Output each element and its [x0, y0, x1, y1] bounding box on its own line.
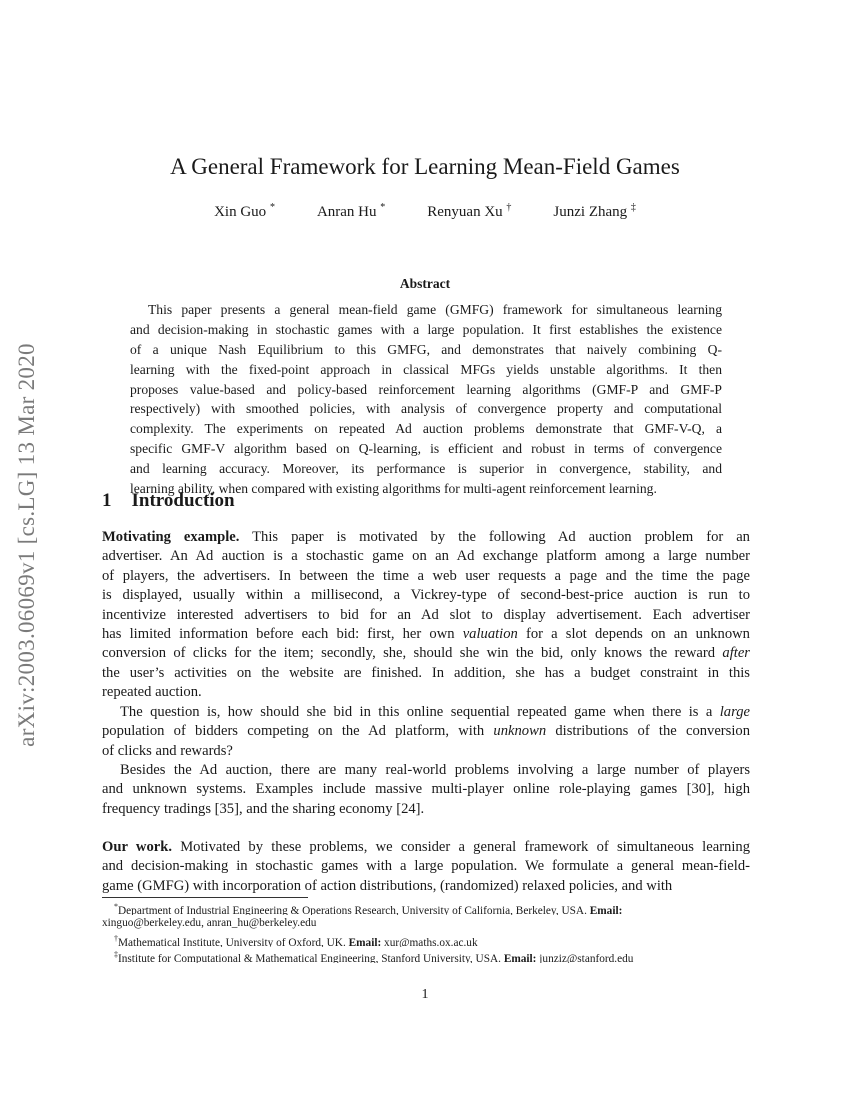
text-line [102, 761, 750, 780]
paper-title: A General Framework for Learning Mean-Field Games [170, 154, 680, 179]
author [427, 204, 511, 220]
text-line [102, 742, 750, 761]
abstract-line: respectively) with smoothed policies, with analysis of convergence property and computational [130, 401, 722, 417]
text-line [102, 664, 750, 683]
author-footnote-mark: ‡ [630, 202, 636, 213]
section-number: 1 [102, 490, 112, 511]
author-footnote-mark: * [380, 202, 386, 213]
author [317, 204, 385, 220]
bold-text: Email: [503, 952, 537, 963]
text-line [102, 915, 750, 931]
text-segment: of players, the advertisers. In between the time a web user requests a page and the time the page [102, 567, 750, 584]
abstract-line: of a unique Nash Equilibrium to this GMFG, and demonstrates that naively combining Q- [130, 341, 722, 357]
abstract-line: proposes value-based and policy-based reinforcement learning algorithms (GMF-P and GMF-P [130, 381, 722, 397]
text-segment: Department of Industrial Engineering & Operations Research, University of California, Berkeley, USA. [118, 904, 590, 915]
text-line [102, 899, 750, 915]
text-line [102, 528, 750, 547]
text-line [102, 703, 750, 722]
author-name: Xin Guo [214, 204, 267, 220]
text-segment: of clicks and rewards? [102, 742, 233, 759]
text-segment: for a slot depends on an unknown [517, 625, 750, 642]
bold-text: Email: [589, 904, 623, 915]
section-heading [102, 490, 235, 512]
text-segment: Besides the Ad auction, there are many real-world problems involving a large number of players [120, 762, 750, 778]
text-segment: Motivated by these problems, we consider a general framework of simultaneous learning [171, 839, 750, 855]
text-line [102, 586, 750, 605]
text-line [102, 644, 750, 663]
text-segment: This paper is motivated by the following Ad auction problem for an [239, 529, 750, 545]
abstract-line: specific GMF-V algorithm based on Q-learning, is efficient and robust in terms of convergence [130, 441, 722, 457]
text-line [102, 838, 750, 857]
author-footnote-mark: † [506, 202, 512, 213]
text-segment: advertiser. An Ad auction is a stochastic game on an Ad exchange platform among a large number [102, 548, 750, 565]
author-name: Junzi Zhang [553, 204, 628, 220]
text-segment: xinguo@berkeley.edu, anran_hu@berkeley.edu [102, 917, 317, 929]
abstract-line: learning ability, when compared with existing algorithms for multi-agent reinforcement learning. [130, 481, 657, 497]
author-name: Renyuan Xu [427, 204, 503, 220]
text-line [102, 722, 750, 741]
page-number: 1 [421, 987, 429, 1002]
author [553, 204, 635, 220]
abstract-line: complexity. The experiments on repeated Ad auction problems demonstrate that GMF-V-Q, a [130, 421, 722, 437]
author-list [0, 202, 850, 221]
paragraph-besides [102, 761, 750, 819]
text-line [102, 857, 750, 876]
text-segment: incentivize interested advertisers to bid for an Ad slot to display advertisement. Each advertiser [102, 606, 750, 623]
text-segment: population of bidders competing on the Ad platform, with [102, 723, 494, 740]
abstract-heading: Abstract [399, 276, 451, 291]
text-segment: conversion of clicks for the item; secondly, she, should she win the bid, only knows the reward [102, 645, 723, 662]
footnote-mark: ‡ [114, 950, 118, 959]
text-line [102, 947, 750, 963]
text-segment: and decision-making in stochastic games with a large population. We formulate a general mean-field- [102, 858, 750, 875]
text-segment: has limited information before each bid: first, her own [102, 625, 463, 642]
footnote-mark: * [114, 902, 118, 911]
text-segment: and unknown systems. Examples include massive multi-player online role-playing games [30], high [102, 781, 750, 798]
abstract-line: This paper presents a general mean-field game (GMFG) framework for simultaneous learning [148, 302, 722, 317]
text-line [102, 877, 750, 896]
bold-text: Motivating example. [102, 529, 240, 545]
italic-text: unknown [493, 723, 547, 740]
text-segment: The question is, how should she bid in this online sequential repeated game when there is a [120, 704, 720, 720]
text-line [102, 625, 750, 644]
text-segment: is displayed, usually within a millisecond, a Vickrey-type of second-best-price auction is run to [102, 587, 750, 604]
text-segment: frequency tradings [35], and the sharing economy [24]. [102, 800, 425, 817]
abstract-line: learning with the fixed-point approach in classical MFGs yields unstable algorithms. It then [130, 361, 722, 377]
text-line [102, 567, 750, 586]
text-line [102, 547, 750, 566]
footnote-rule [102, 897, 308, 898]
author-name: Anran Hu [316, 204, 377, 220]
abstract-line: and decision-making in stochastic games with a large population. It first establishes the existence [130, 321, 722, 337]
author [214, 204, 275, 220]
text-segment: distributions of the conversion [546, 723, 750, 740]
author-footnote-mark: * [269, 202, 275, 213]
text-segment: repeated auction. [102, 684, 202, 701]
section-title: Introduction [131, 490, 235, 511]
paragraph-question [102, 703, 750, 761]
footnote-mark: † [114, 934, 118, 943]
text-line [102, 683, 750, 702]
text-segment: Institute for Computational & Mathematical Engineering, Stanford University, USA. [118, 952, 504, 963]
text-segment: the user’s activities on the website are finished. In addition, she has a budget constraint in this [102, 664, 750, 681]
arxiv-side-label: arXiv:2003.06069v1 [cs.LG] 13 Mar 2020 [14, 343, 39, 747]
text-line [102, 606, 750, 625]
abstract-text [130, 300, 722, 499]
abstract-line: and learning accuracy. Moreover, its performance is superior in convergence, stability, and [130, 461, 722, 477]
bold-text: Email: [348, 936, 382, 947]
text-line [102, 780, 750, 799]
paragraph-our-work [102, 838, 750, 896]
italic-text: large [719, 704, 750, 720]
text-segment: xur@maths.ox.ac.uk [381, 936, 478, 947]
bold-text: Our work. [102, 839, 172, 855]
paragraph-motivating-example [102, 528, 750, 703]
text-line [102, 800, 750, 819]
text-segment: Mathematical Institute, University of Oxford, UK. [118, 936, 349, 947]
italic-text: valuation [462, 625, 518, 642]
text-segment: game (GMFG) with incorporation of action distributions, (randomized) relaxed policies, and with [102, 877, 673, 894]
italic-text: after [722, 645, 750, 662]
text-segment: junziz@stanford.edu [536, 952, 634, 963]
footnotes [102, 899, 750, 963]
text-line [102, 931, 750, 947]
